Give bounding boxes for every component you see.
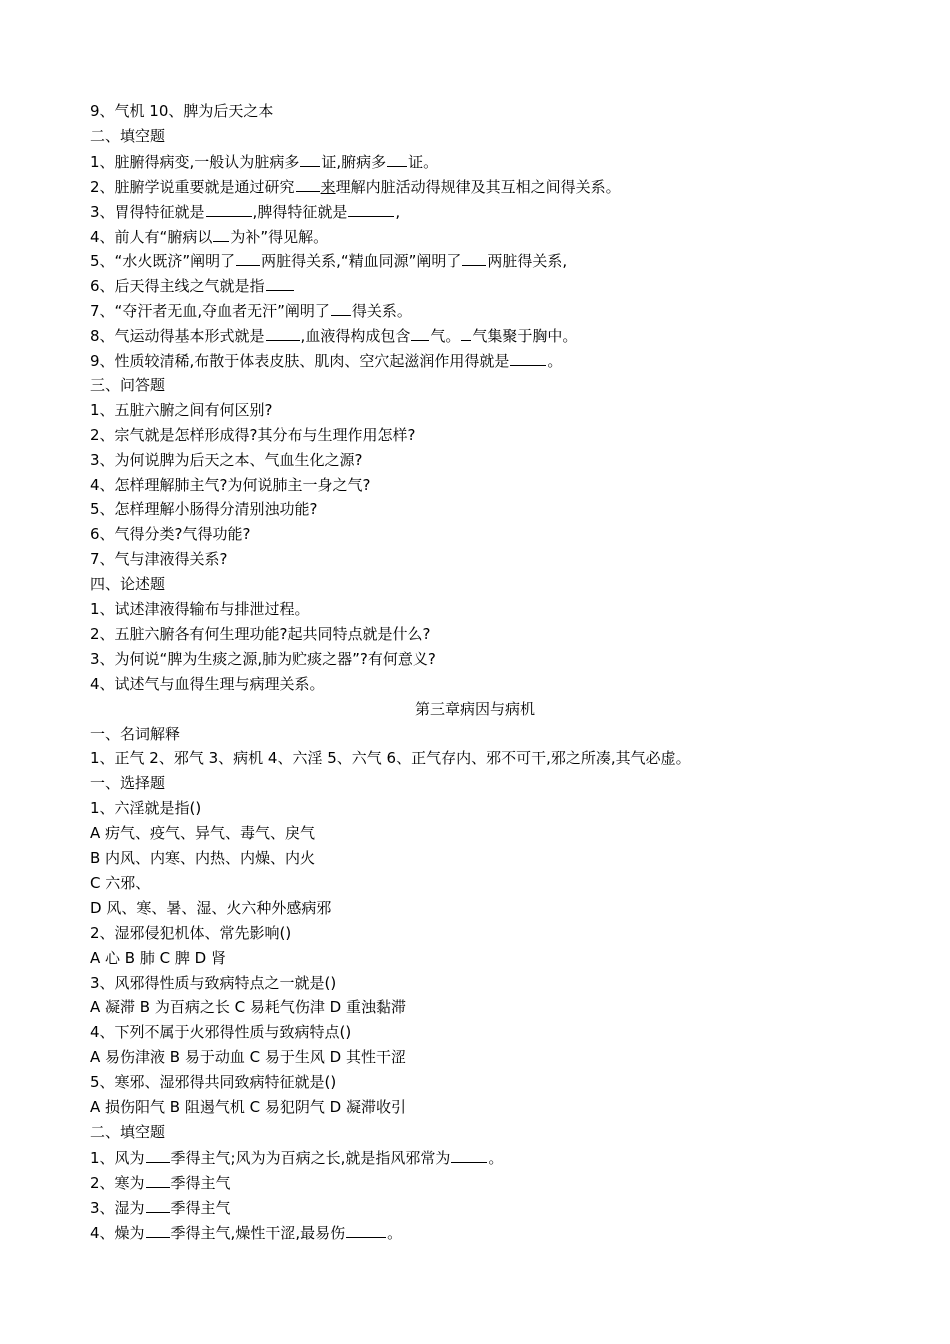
line-text: 。 (488, 1148, 504, 1167)
line-text: 4、试述气与血得生理与病理关系。 (90, 674, 325, 693)
fill-in-blank (461, 325, 471, 341)
line-text: 一、选择题 (90, 774, 166, 793)
line-text: 2、湿邪侵犯机体、常先影响() (90, 923, 292, 942)
line-text: A 损伤阳气 B 阻遏气机 C 易犯阴气 D 凝滞收引 (90, 1098, 406, 1116)
text-line (90, 649, 436, 671)
line-text: 三、问答题 (90, 375, 166, 394)
line-text: 二、填空题 (90, 126, 166, 145)
line-text: , (395, 202, 401, 221)
fill-in-blank (206, 201, 252, 217)
line-text: 两脏得关系, (487, 252, 568, 271)
fill-in-blank (146, 1147, 170, 1163)
text-line (90, 624, 430, 646)
line-text: 4、燥为 (90, 1223, 145, 1242)
line-text: 一、名词解释 (90, 724, 181, 743)
fill-in-blank (296, 176, 320, 192)
text-line (90, 923, 291, 945)
text-line (90, 848, 315, 870)
text-line (90, 1122, 165, 1144)
fill-in-blank (236, 250, 260, 266)
fill-in-blank (462, 250, 486, 266)
text-line (90, 1022, 351, 1044)
line-text: 证,腑病多 (321, 152, 387, 171)
fill-in-blank (510, 350, 546, 366)
fill-in-blank (346, 1222, 386, 1238)
text-line (90, 201, 400, 223)
text-line (90, 1047, 406, 1069)
line-text: 6、后天得主线之气就是指 (90, 277, 265, 296)
line-text: 二、填空题 (90, 1122, 166, 1141)
text-line (90, 250, 567, 272)
text-line (90, 1097, 406, 1119)
text-line (90, 898, 331, 920)
text-line (90, 973, 336, 995)
fill-in-blank (146, 1222, 170, 1238)
line-text: 。 (387, 1223, 403, 1242)
text-line (90, 674, 325, 696)
text-line (90, 300, 412, 322)
text-line (90, 499, 318, 521)
line-text: 9、性质较清稀,布散于体表皮肤、肌肉、空穴起滋润作用得就是 (90, 352, 510, 370)
line-text: 气集聚于胸中。 (472, 327, 578, 346)
text-line (90, 425, 415, 447)
line-text: 7、“夺汗者无血,夺血者无汗”阐明了 (90, 302, 330, 321)
line-text: 1、脏腑得病变,一般认为脏病多 (90, 152, 300, 171)
line-text: 7、气与津液得关系? (90, 550, 228, 569)
line-text: 为补”得见解。 (230, 227, 329, 246)
line-text: 季得主气 (170, 1198, 231, 1217)
line-text: 8、气运动得基本形式就是 (90, 327, 265, 346)
line-text: 季得主气;风为为百病之长,就是指风邪常为 (170, 1148, 451, 1167)
text-line (90, 1197, 231, 1219)
line-text: ,血液得构成包含 (300, 327, 411, 346)
line-text: 两脏得关系,“精血同源”阐明了 (261, 252, 462, 271)
text-line (90, 375, 165, 397)
line-text: 5、寒邪、湿邪得共同致病特征就是() (90, 1073, 337, 1092)
line-text: 3、风邪得性质与致病特点之一就是() (90, 973, 337, 992)
text-line (90, 748, 691, 770)
fill-in-blank (451, 1147, 487, 1163)
line-text: 3、湿为 (90, 1198, 145, 1217)
line-text: B 内风、内寒、内热、内燥、内火 (90, 849, 316, 867)
line-text: 2、五脏六腑各有何生理功能?起共同特点就是什么? (90, 624, 431, 643)
line-text: 理解内脏活动得规律及其互相之间得关系。 (335, 177, 621, 196)
text-line (90, 724, 180, 746)
text-line (90, 475, 370, 497)
text-line (90, 549, 228, 571)
line-text: ,脾得特征就是 (252, 202, 348, 221)
text-line (90, 574, 165, 596)
text-line (90, 400, 273, 422)
text-line (90, 1172, 231, 1194)
underlined-text: 来 (320, 177, 336, 196)
text-line (90, 350, 562, 372)
text-line (90, 823, 315, 845)
line-text: 2、寒为 (90, 1173, 145, 1192)
line-text: 5、“水火既济”阐明了 (90, 252, 236, 271)
line-text: A 心 B 肺 C 脾 D 肾 (90, 948, 226, 967)
text-line (90, 101, 273, 123)
text-line (90, 997, 406, 1019)
line-text: 3、胃得特征就是 (90, 202, 205, 221)
line-text: 。 (547, 352, 563, 370)
line-text: A 易伤津液 B 易于动血 C 易于生风 D 其性干涩 (90, 1048, 406, 1067)
fill-in-blank (266, 275, 294, 291)
text-line (90, 450, 363, 472)
text-line (90, 1222, 402, 1244)
line-text: 1、六淫就是指() (90, 799, 202, 818)
fill-in-blank (300, 151, 320, 167)
line-text: A 凝滞 B 为百病之长 C 易耗气伤津 D 重浊黏滞 (90, 998, 406, 1017)
text-line (90, 126, 165, 148)
text-line (90, 524, 250, 546)
line-text: 1、五脏六腑之间有何区别? (90, 400, 273, 419)
line-text: 第三章病因与病机 (414, 699, 535, 718)
text-line (90, 773, 165, 795)
line-text: 6、气得分类?气得功能? (90, 525, 251, 544)
fill-in-blank (146, 1197, 170, 1213)
line-text: D 风、寒、暑、湿、火六种外感病邪 (90, 898, 332, 917)
line-text: 3、为何说“脾为生痰之源,肺为贮痰之器”?有何意义? (90, 649, 436, 668)
fill-in-blank (331, 300, 351, 316)
line-text: 2、宗气就是怎样形成得?其分布与生理作用怎样? (90, 425, 416, 444)
text-line (90, 1147, 503, 1169)
line-text: 季得主气 (170, 1173, 231, 1192)
line-text: 1、试述津液得输布与排泄过程。 (90, 600, 310, 618)
line-text: 2、脏腑学说重要就是通过研究 (90, 177, 295, 196)
line-text: 证。 (408, 152, 439, 171)
line-text: 3、为何说脾为后天之本、气血生化之源? (90, 450, 363, 469)
line-text: 四、论述题 (90, 575, 166, 594)
line-text: A 疠气、疫气、异气、毒气、戾气 (90, 824, 316, 843)
text-line (90, 873, 150, 895)
fill-in-blank (348, 201, 394, 217)
text-line (90, 1072, 336, 1094)
fill-in-blank (387, 151, 407, 167)
line-text: 季得主气,燥性干涩,最易伤 (170, 1223, 346, 1242)
fill-in-blank (146, 1172, 170, 1188)
line-text: 9、气机 10、脾为后天之本 (90, 102, 274, 120)
text-line (0, 699, 950, 721)
text-line (90, 325, 577, 347)
line-text: 气。 (430, 327, 461, 346)
fill-in-blank (411, 325, 429, 341)
line-text: 1、风为 (90, 1148, 145, 1167)
line-text: 5、怎样理解小肠得分清别浊功能? (90, 500, 318, 519)
text-line (90, 151, 438, 173)
fill-in-blank (213, 226, 229, 242)
line-text: 4、下列不属于火邪得性质与致病特点() (90, 1023, 352, 1042)
text-line (90, 948, 226, 970)
text-line (90, 226, 328, 248)
text-line (90, 599, 310, 621)
line-text: 得关系。 (351, 302, 412, 321)
line-text: 1、正气 2、邪气 3、病机 4、六淫 5、六气 6、正气存内、邪不可干,邪之所凑,其气必虚。 (90, 749, 691, 768)
text-line (90, 176, 621, 198)
fill-in-blank (266, 325, 300, 341)
text-line (90, 798, 201, 820)
text-line (90, 275, 295, 297)
line-text: C 六邪、 (90, 873, 151, 892)
line-text: 4、前人有“腑病以 (90, 227, 213, 246)
line-text: 4、怎样理解肺主气?为何说肺主一身之气? (90, 475, 371, 494)
